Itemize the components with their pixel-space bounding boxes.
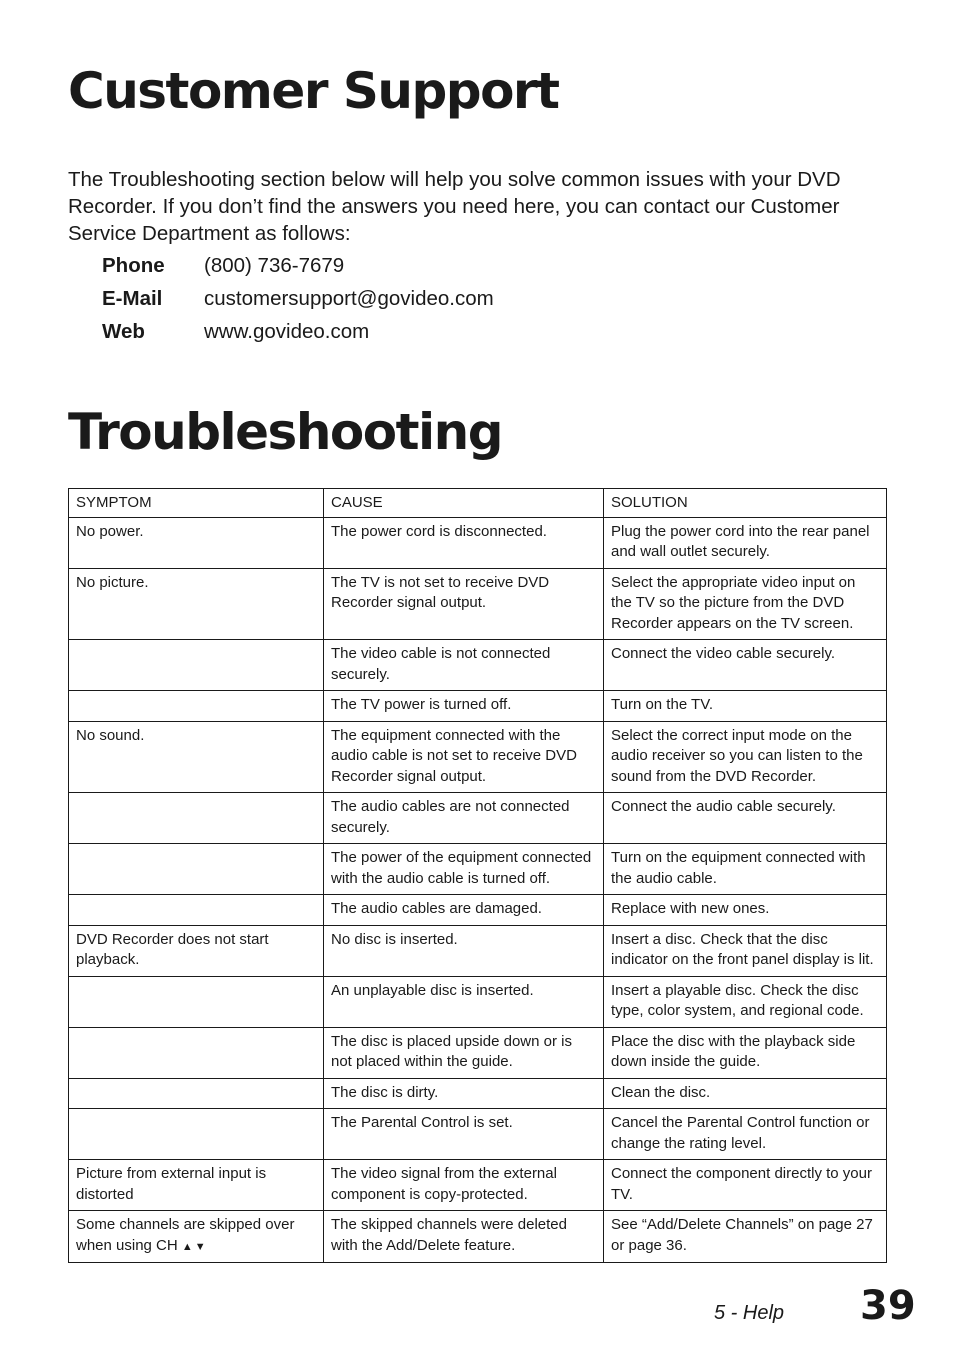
table-row [69,844,887,895]
customer-support-title: Customer Support [68,62,559,120]
solution-cell: Select the correct input mode on the audio receiver so you can listen to the sound from the DVD Recorder. [604,721,887,793]
troubleshooting-title: Troubleshooting [68,403,503,461]
symptom-cell [69,1027,324,1078]
table-row [69,895,887,926]
table-row [69,517,887,568]
solution-cell: Insert a playable disc. Check the disc type, color system, and regional code. [604,976,887,1027]
cause-cell: No disc is inserted. [324,925,604,976]
symptom-cell [69,1211,324,1263]
channel-up-arrow-icon: ▲ [181,1240,195,1253]
cause-cell: An unplayable disc is inserted. [324,976,604,1027]
table-row [69,1027,887,1078]
cause-cell: The Parental Control is set. [324,1109,604,1160]
table-row [69,793,887,844]
cause-cell: The audio cables are damaged. [324,895,604,926]
header-symptom: SYMPTOM [69,489,324,518]
solution-cell: Clean the disc. [604,1078,887,1109]
contact-email-row [102,285,494,318]
symptom-cell: Picture from external input is distorted [69,1160,324,1211]
solution-cell: Cancel the Parental Control function or change the rating level. [604,1109,887,1160]
cause-cell: The audio cables are not connected securely. [324,793,604,844]
solution-cell: Turn on the equipment connected with the audio cable. [604,844,887,895]
cause-cell: The skipped channels were deleted with the Add/Delete feature. [324,1211,604,1263]
solution-cell: Select the appropriate video input on the TV so the picture from the DVD Recorder appears on the TV screen. [604,568,887,640]
solution-cell: Place the disc with the playback side down inside the guide. [604,1027,887,1078]
symptom-cell [69,691,324,722]
symptom-cell [69,1078,324,1109]
troubleshooting-table [68,488,887,1263]
table-row [69,691,887,722]
symptom-cell [69,1109,324,1160]
support-intro: The Troubleshooting section below will help you solve common issues with your DVD Recorder. If you don’t find the answers you need here, you can contact our Customer Service Department as follows: [68,168,841,245]
cause-cell: The TV power is turned off. [324,691,604,722]
contact-list [102,252,494,351]
symptom-cell [69,844,324,895]
symptom-cell [69,640,324,691]
web-label: Web [102,320,145,343]
cause-cell: The power of the equipment connected with the audio cable is turned off. [324,844,604,895]
solution-cell: Insert a disc. Check that the disc indicator on the front panel display is lit. [604,925,887,976]
email-value: customersupport@govideo.com [204,287,494,310]
table-header-row [69,489,887,518]
table-row [69,640,887,691]
solution-cell: Connect the video cable securely. [604,640,887,691]
solution-cell: Turn on the TV. [604,691,887,722]
solution-cell: Plug the power cord into the rear panel and wall outlet securely. [604,517,887,568]
phone-value: (800) 736-7679 [204,254,345,277]
symptom-cell: No sound. [69,721,324,793]
table-row [69,1160,887,1211]
cause-cell: The disc is placed upside down or is not placed within the guide. [324,1027,604,1078]
table-row [69,1078,887,1109]
table-row [69,1211,887,1263]
cause-cell: The TV is not set to receive DVD Recorder signal output. [324,568,604,640]
cause-cell: The video signal from the external component is copy-protected. [324,1160,604,1211]
symptom-cell: No power. [69,517,324,568]
table-row [69,568,887,640]
channel-down-arrow-icon: ▼ [194,1240,208,1253]
cause-cell: The video cable is not connected securely. [324,640,604,691]
email-label: E-Mail [102,287,163,310]
symptom-cell [69,895,324,926]
header-solution: SOLUTION [604,489,887,518]
table-row [69,721,887,793]
header-cause: CAUSE [324,489,604,518]
symptom-cell: DVD Recorder does not start playback. [69,925,324,976]
cause-cell: The equipment connected with the audio cable is not set to receive DVD Recorder signal output. [324,721,604,793]
cause-cell: The disc is dirty. [324,1078,604,1109]
symptom-cell: No picture. [69,568,324,640]
solution-cell: Connect the audio cable securely. [604,793,887,844]
solution-cell: Replace with new ones. [604,895,887,926]
solution-cell: See “Add/Delete Channels” on page 27 or page 36. [604,1211,887,1263]
symptom-cell [69,793,324,844]
solution-cell: Connect the component directly to your TV. [604,1160,887,1211]
web-value: www.govideo.com [204,320,370,343]
table-row [69,925,887,976]
cause-cell: The power cord is disconnected. [324,517,604,568]
symptom-text: Some channels are skipped over when using CH [76,1216,295,1254]
page-number: 39 [860,1283,916,1329]
table-row [69,1109,887,1160]
footer-section-label: 5 - Help [714,1302,785,1324]
contact-phone-row [102,252,494,285]
symptom-cell [69,976,324,1027]
phone-label: Phone [102,254,165,277]
contact-web-row [102,318,494,351]
table-row [69,976,887,1027]
